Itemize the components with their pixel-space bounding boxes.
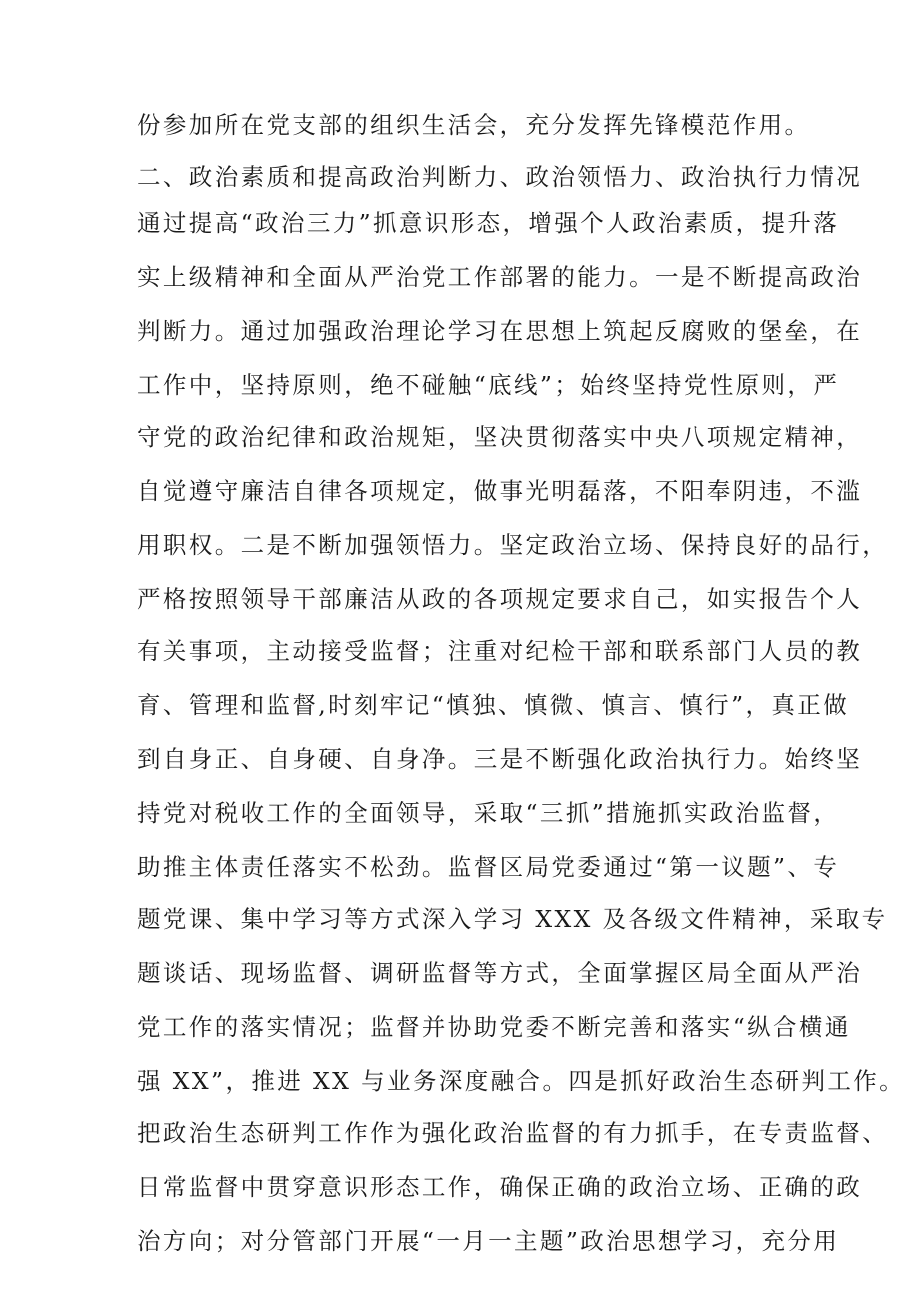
- text-line: 份参加所在党支部的组织生活会，充分发挥先锋模范作用。: [137, 111, 811, 139]
- text-line: 题谈话、现场监督、调研监督等方式，全面掌握区局全面从严治: [137, 959, 863, 987]
- text-line: 到自身正、自身硬、自身净。三是不断强化政治执行力。始终坚: [137, 745, 863, 773]
- text-line: 助推主体责任落实不松劲。监督区局党委通过“第一议题”、专: [137, 853, 840, 881]
- text-line: 判断力。通过加强政治理论学习在思想上筑起反腐败的堡垒，在: [137, 317, 863, 345]
- text-line: 有关事项，主动接受监督；注重对纪检干部和联系部门人员的教: [137, 637, 863, 665]
- text-line: 用职权。二是不断加强领悟力。坚定政治立场、保持良好的品行，: [137, 531, 889, 559]
- text-line: 日常监督中贯穿意识形态工作，确保正确的政治立场、正确的政: [137, 1173, 863, 1201]
- text-line: 工作中，坚持原则，绝不碰触“底线”；始终坚持党性原则，严: [137, 371, 840, 399]
- text-line: 把政治生态研判工作作为强化政治监督的有力抓手，在专责监督、: [137, 1119, 889, 1147]
- text-line: 治方向；对分管部门开展“一月一主题”政治思想学习，充分用: [137, 1227, 840, 1255]
- text-line: 党工作的落实情况；监督并协助党委不断完善和落实“纵合横通: [137, 1013, 851, 1041]
- text-line: 持党对税收工作的全面领导，采取“三抓”措施抓实政治监督，: [137, 799, 840, 827]
- text-line: 强 XX”，推进 XX 与业务深度融合。四是抓好政治生态研判工作。: [137, 1067, 906, 1095]
- text-line: 守党的政治纪律和政治规矩，坚决贯彻落实中央八项规定精神，: [137, 423, 863, 451]
- text-line: 通过提高“政治三力”抓意识形态，增强个人政治素质，提升落: [137, 209, 840, 237]
- text-line: 自觉遵守廉洁自律各项规定，做事光明磊落，不阳奉阴违，不滥: [137, 477, 863, 505]
- text-line: 实上级精神和全面从严治党工作部署的能力。一是不断提高政治: [137, 263, 863, 291]
- section-heading: 二、政治素质和提高政治判断力、政治领悟力、政治执行力情况: [137, 163, 863, 191]
- text-line: 题党课、集中学习等方式深入学习 XXX 及各级文件精神，采取专: [137, 905, 888, 933]
- text-line: 严格按照领导干部廉洁从政的各项规定要求自己，如实报告个人: [137, 585, 863, 613]
- text-line: 育、管理和监督,时刻牢记“慎独、慎微、慎言、慎行”，真正做: [137, 691, 850, 719]
